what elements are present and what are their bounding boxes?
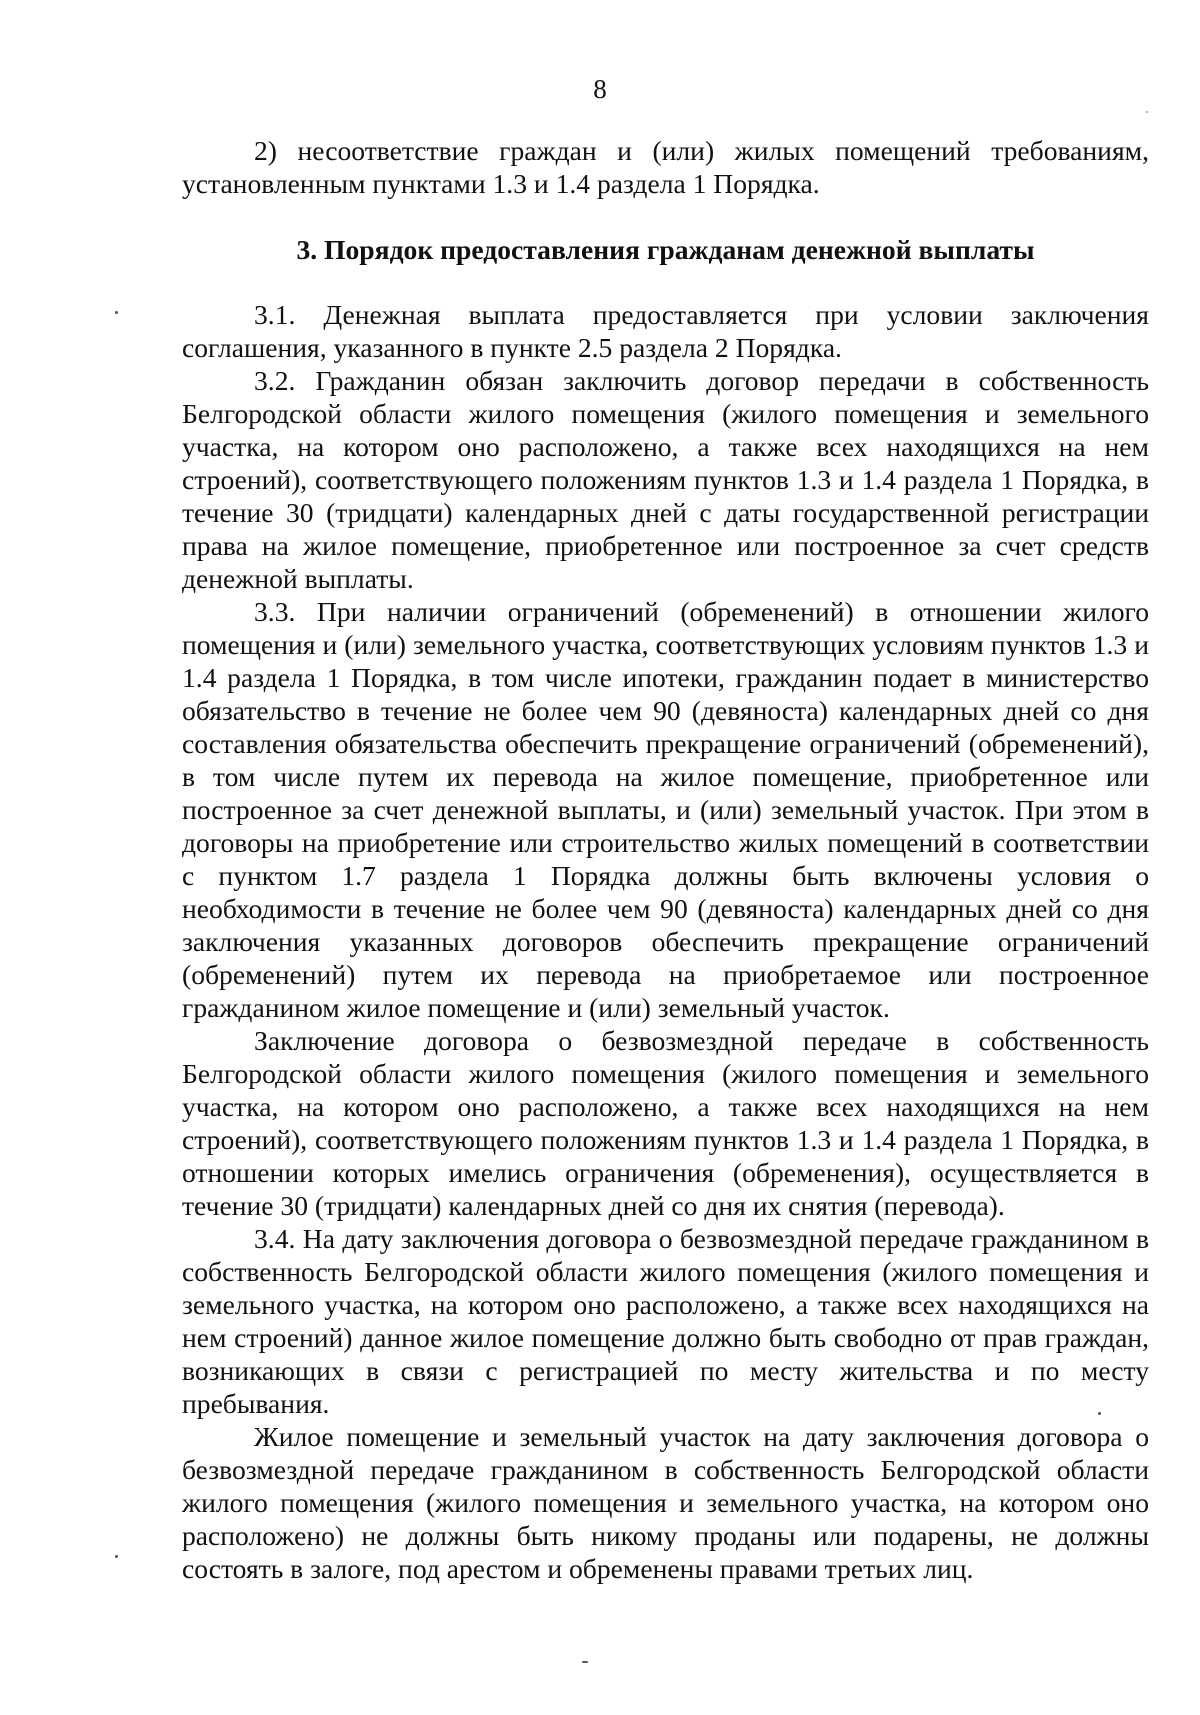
paragraph-3-1: 3.1. Денежная выплата предоставляется при условии заключения соглашения, указанного в пункте 2.5 раздела 2 Порядка. [182,299,1149,363]
paragraph-3-4-continued: Жилое помещение и земельный участок на дату заключения договора о безвозмездной передаче гражданином в собственность Белгородской области жилого помещения (жилого помещения и земельного участка, на котором оно расположено) не должны быть никому проданы или подарены, не должны состоять в залоге, под арестом и обременены правами третьих лиц. [182,1421,1149,1584]
scan-speck [115,1555,118,1558]
scan-speck [115,311,118,314]
scan-speck [582,1661,588,1663]
paragraph-3-3-continued: Заключение договора о безвозмездной передаче в собственность Белгородской области жилого помещения (жилого помещения и земельного участка, на котором оно расположено, а также всех находящихся на нем строений), соответствующего положениям пунктов 1.3 и 1.4 раздела 1 Порядка, в отношении которых имелись ограничения (обременения), осуществляется в течение 30 (тридцати) календарных дней со дня их снятия (перевода). [182,1025,1149,1221]
section-body [182,298,1149,1585]
page-number: 8 [593,74,607,104]
paragraph-3-3: 3.3. При наличии ограничений (обременений) в отношении жилого помещения и (или) земельного участка, соответствующих условиям пунктов 1.3 и 1.4 раздела 1 Порядка, в том числе ипотеки, гражданин подает в министерство обязательство в течение не более чем 90 (девяноста) календарных дней со дня составления обязательства обеспечить прекращение ограничений (обременений), в том числе путем их перевода на жилое помещение, приобретенное или построенное за счет денежной выплаты, и (или) земельный участок. При этом в договоры на приобретение или строительство жилых помещений в соответствии с пунктом 1.7 раздела 1 Порядка должны быть включены условия о необходимости в течение не более чем 90 (девяноста) календарных дней со дня заключения указанных договоров обеспечить прекращение ограничений (обременений) путем их перевода на приобретаемое или построенное гражданином жилое помещение и (или) земельный участок. [182,596,1149,1023]
scan-speck [1146,111,1148,113]
paragraph-3-4: 3.4. На дату заключения договора о безвозмездной передаче гражданином в собственность Белгородской области жилого помещения (жилого помещения и земельного участка, на котором оно расположено, а также всех находящихся на нем строений) данное жилое помещение должно быть свободно от прав граждан, возникающих в связи с регистрацией по месту жительства и по месту пребывания. [182,1223,1149,1419]
scan-speck [1098,1412,1101,1415]
intro-paragraph: 2) несоответствие граждан и (или) жилых помещений требованиям, установленным пунктами 1.3 и 1.4 раздела 1 Порядка. [182,135,1149,199]
section-heading: 3. Порядок предоставления гражданам денежной выплаты [296,234,1035,265]
intro-block [182,134,1149,200]
paragraph-3-2: 3.2. Гражданин обязан заключить договор передачи в собственность Белгородской области жилого помещения (жилого помещения и земельного участка, на котором оно расположено, а также всех находящихся на нем строений), соответствующего положениям пунктов 1.3 и 1.4 раздела 1 Порядка, в течение 30 (тридцати) календарных дней с даты государственной регистрации права на жилое помещение, приобретенное или построенное за счет средств денежной выплаты. [182,365,1149,594]
